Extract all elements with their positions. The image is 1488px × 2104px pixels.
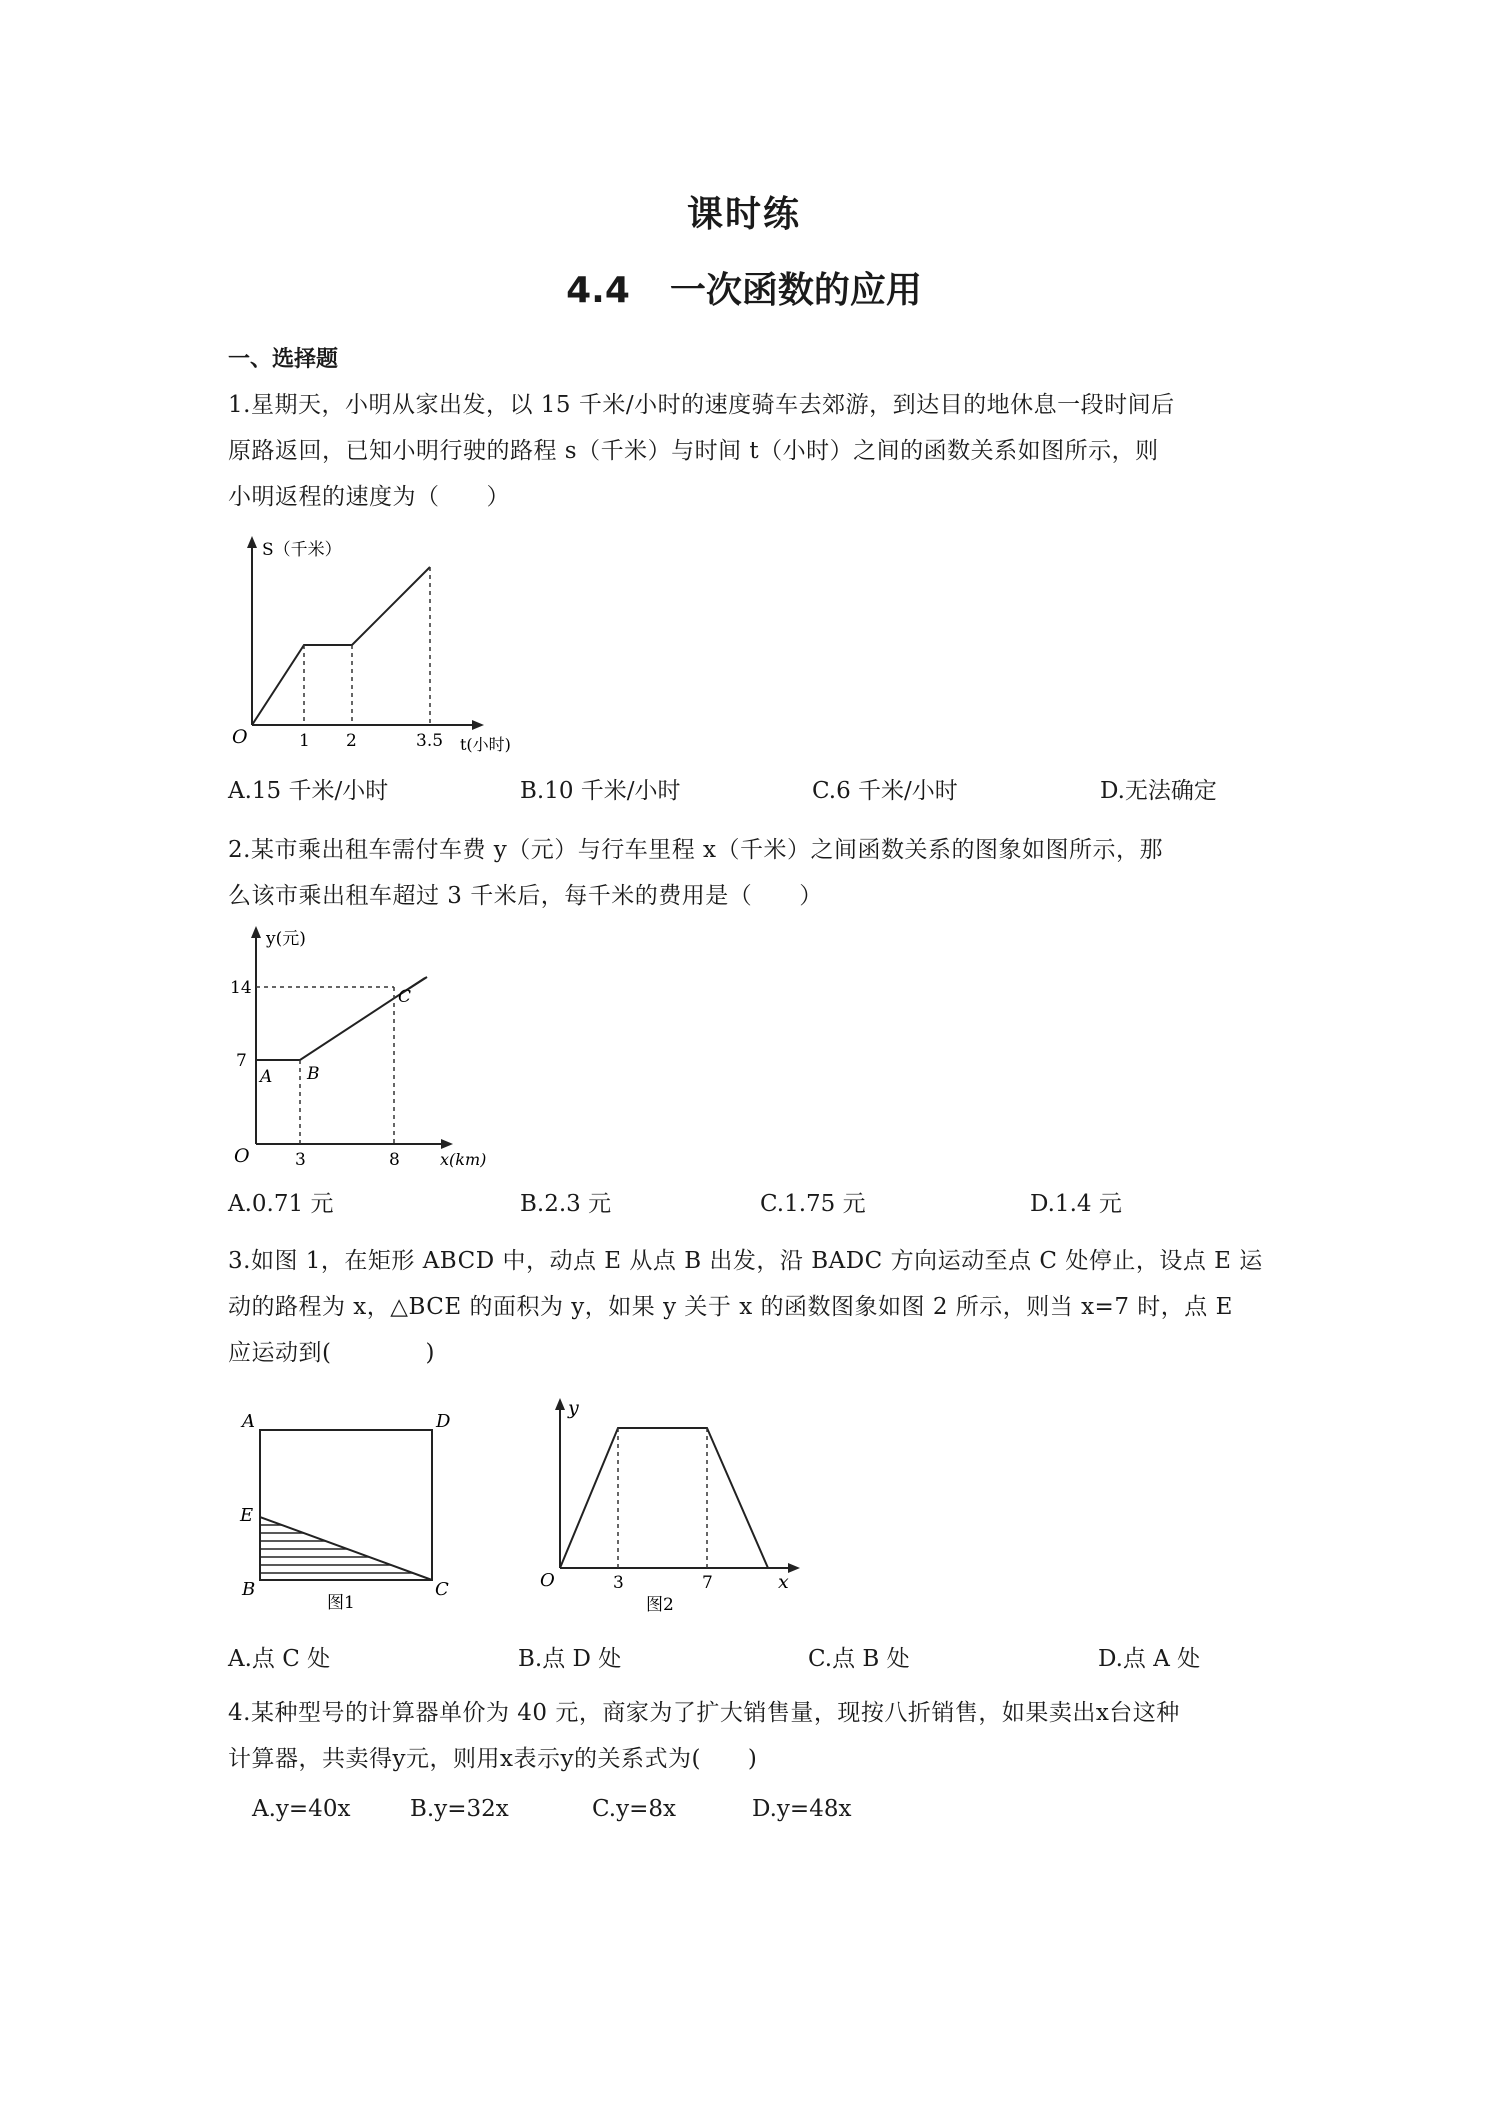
option-c[interactable]: C.1.75 元: [760, 1191, 866, 1217]
vertex-label: D: [436, 1411, 451, 1432]
option-b[interactable]: B.点 D 处: [518, 1646, 622, 1672]
section-name: 一次函数的应用: [669, 270, 922, 311]
question-line: 1.星期天，小明从家出发，以 15 千米/小时的速度骑车去郊游，到达目的地休息一段时间后: [228, 392, 1175, 418]
figure-caption: 图1: [327, 1593, 355, 1613]
vertex-label: C: [435, 1579, 449, 1600]
question-2: [228, 827, 1268, 919]
page-title: 课时练: [686, 194, 801, 235]
point-label: C: [398, 987, 412, 1007]
x-axis-label: x: [778, 1571, 789, 1593]
option-a[interactable]: A.y=40x: [252, 1796, 351, 1822]
option-c[interactable]: C.6 千米/小时: [812, 778, 958, 804]
x-tick-label: 3: [295, 1150, 306, 1170]
q2-graph: [222, 922, 522, 1177]
x-tick-label: 7: [702, 1573, 713, 1593]
y-axis-label: y: [568, 1397, 579, 1419]
y-axis-label: S（千米）: [262, 540, 342, 560]
option-b[interactable]: B.10 千米/小时: [520, 778, 681, 804]
origin-label: O: [232, 726, 248, 748]
question-4: [228, 1690, 1268, 1782]
question-1: [228, 382, 1268, 520]
y-axis-arrow: [247, 536, 257, 548]
question-line: 3.如图 1，在矩形 ABCD 中，动点 E 从点 B 出发，沿 BADC 方向运动至点 C 处停止，设点 E 运: [228, 1248, 1263, 1274]
q3-figure-2: [522, 1390, 822, 1620]
x-tick-label: 1: [299, 731, 310, 751]
point-label: A: [260, 1067, 273, 1087]
option-b[interactable]: B.y=32x: [410, 1796, 509, 1822]
option-d[interactable]: D.y=48x: [752, 1796, 852, 1822]
x-axis-arrow: [788, 1563, 800, 1573]
question-line: 2.某市乘出租车需付车费 y（元）与行车里程 x（千米）之间函数关系的图象如图所示，那: [228, 837, 1164, 863]
q3-figure-1: [232, 1405, 462, 1615]
vertex-label: B: [242, 1579, 256, 1600]
y-tick-label: 14: [230, 978, 252, 998]
figure-caption: 图2: [646, 1595, 674, 1615]
question-line: 应运动到( ): [228, 1340, 435, 1366]
section-title: [0, 262, 1488, 313]
question-line: 小明返程的速度为（ ）: [228, 484, 510, 510]
origin-label: O: [540, 1570, 555, 1591]
vertex-label: E: [240, 1505, 254, 1526]
option-b[interactable]: B.2.3 元: [520, 1191, 612, 1217]
question-line: 计算器，共卖得y元，则用x表示y的关系式为( ): [228, 1746, 758, 1772]
option-c[interactable]: C.y=8x: [592, 1796, 676, 1822]
option-d[interactable]: D.点 A 处: [1098, 1646, 1201, 1672]
option-d[interactable]: D.1.4 元: [1030, 1191, 1122, 1217]
q1-graph: [222, 530, 542, 760]
option-a[interactable]: A.0.71 元: [228, 1191, 334, 1217]
y-tick-label: 7: [236, 1051, 247, 1071]
section-number: 4.4: [566, 270, 630, 311]
question-line: 动的路程为 x，△BCE 的面积为 y，如果 y 关于 x 的函数图象如图 2 所示，则当 x=7 时，点 E: [228, 1294, 1233, 1320]
question-line: 么该市乘出租车超过 3 千米后，每千米的费用是（ ）: [228, 883, 823, 909]
vertex-label: A: [242, 1411, 255, 1432]
x-tick-label: 3.5: [416, 731, 444, 751]
option-d[interactable]: D.无法确定: [1100, 778, 1217, 804]
distance-line: [252, 567, 430, 725]
option-a[interactable]: A.15 千米/小时: [228, 778, 389, 804]
x-tick-label: 3: [613, 1573, 624, 1593]
option-c[interactable]: C.点 B 处: [808, 1646, 910, 1672]
area-graph: [560, 1428, 768, 1568]
x-tick-label: 8: [389, 1150, 400, 1170]
question-line: 原路返回，已知小明行驶的路程 s（千米）与时间 t（小时）之间的函数关系如图所示，则: [228, 438, 1159, 464]
y-axis-arrow: [251, 926, 261, 938]
y-axis-label: y(元): [266, 929, 306, 949]
hatching: [260, 1525, 432, 1573]
part-heading: 一、选择题: [228, 347, 339, 372]
x-tick-label: 2: [346, 731, 357, 751]
y-axis-arrow: [555, 1398, 565, 1410]
x-axis-label: t(小时): [460, 735, 511, 754]
x-axis-arrow: [472, 720, 484, 730]
point-label: B: [307, 1064, 320, 1084]
question-line: 4.某种型号的计算器单价为 40 元，商家为了扩大销售量，现按八折销售，如果卖出x台这种: [228, 1700, 1180, 1726]
origin-label: O: [234, 1145, 250, 1167]
x-axis-arrow: [441, 1139, 453, 1149]
x-axis-label: x(km): [440, 1150, 487, 1169]
question-3: [228, 1238, 1268, 1376]
option-a[interactable]: A.点 C 处: [228, 1646, 331, 1672]
